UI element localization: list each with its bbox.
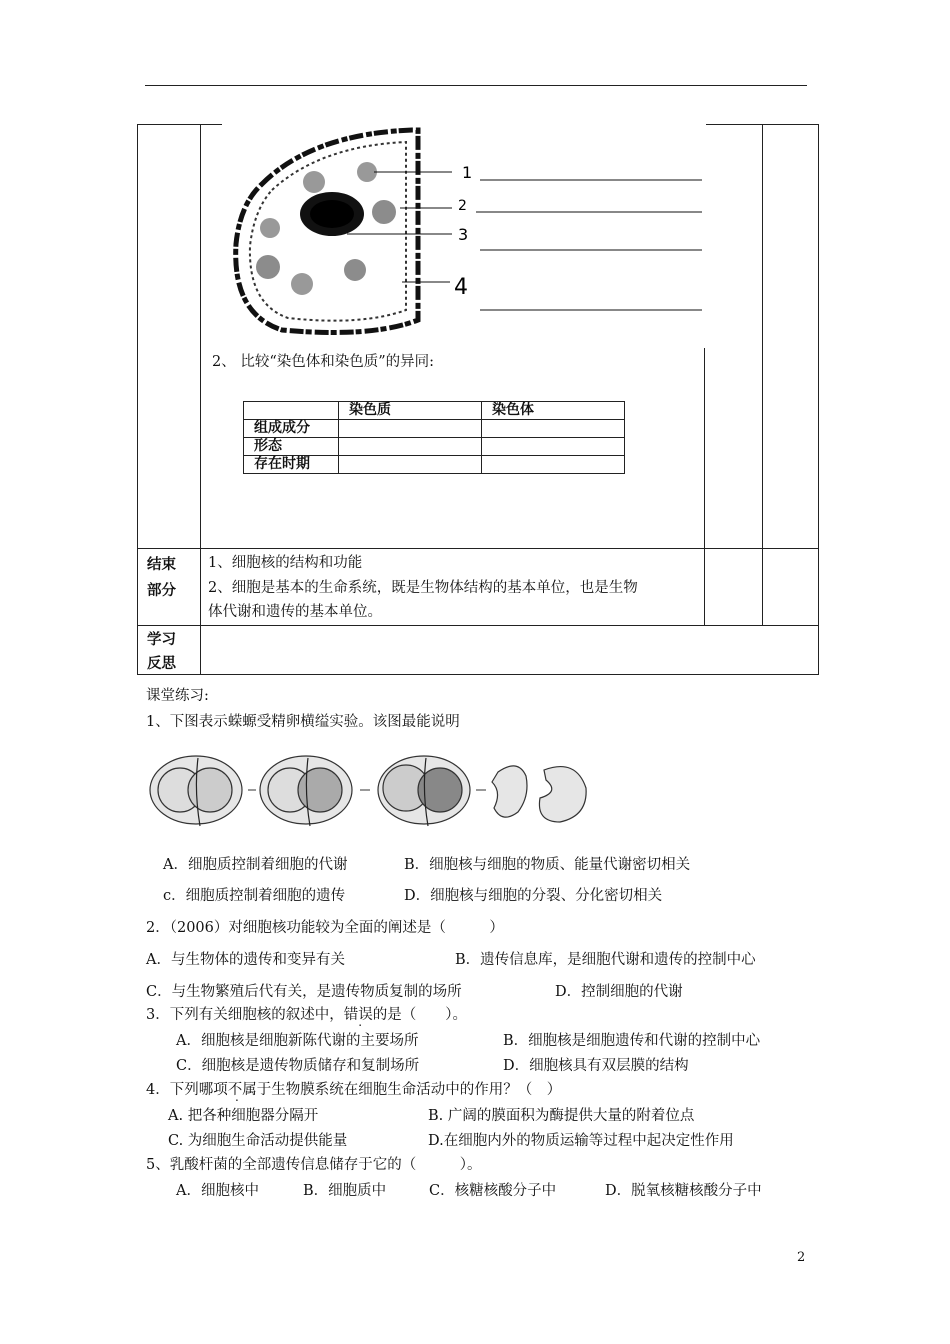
q2-option-b: B．遗传信息库，是细胞代谢和遗传的控制中心 [455, 952, 756, 968]
q1-option-d: D．细胞核与细胞的分裂、分化密切相关 [404, 888, 663, 904]
section-reflect-label-line2: 反思 [147, 656, 176, 672]
compare-row-label: 形态 [244, 438, 339, 456]
page-number: 2 [797, 1250, 806, 1265]
q3-stem-post: 的是（ ）。 [372, 1007, 467, 1023]
compare-cell[interactable] [339, 456, 482, 474]
q3-stem-pre: 3．下列有关细胞核的叙述中， [146, 1007, 344, 1023]
q1-option-c: c．细胞质控制着细胞的遗传 [163, 888, 346, 904]
q4-option-a: A. 把各种细胞器分隔开 [168, 1108, 319, 1124]
section-end-label-line1: 结束 [147, 557, 176, 573]
compare-cell[interactable] [482, 456, 625, 474]
diagram-label-3: 3 [458, 225, 469, 244]
compare-header-chromatin: 染色质 [339, 402, 482, 420]
q4-stem-pre: 4．下列哪项 [146, 1082, 228, 1098]
q1-stem: 1、下图表示蝾螈受精卵横缢实验。该图最能说明 [146, 714, 460, 730]
q1-option-a: A．细胞质控制着细胞的代谢 [163, 857, 348, 873]
end-line-3: 体代谢和遗传的基本单位。 [208, 604, 382, 620]
q4-option-d: D.在细胞内外的物质运输等过程中起决定性作用 [428, 1133, 734, 1149]
compare-cell[interactable] [339, 420, 482, 438]
q3-stem-emph: 错误 [343, 1007, 373, 1023]
q3-option-d: D．细胞核具有双层膜的结构 [503, 1058, 689, 1074]
diagram-label-4: 4 [454, 275, 468, 300]
q5-option-d: D．脱氧核糖核酸分子中 [605, 1183, 762, 1199]
q3-option-c: C．细胞核是遗传物质储存和复制场所 [176, 1058, 420, 1074]
compare-cell[interactable] [482, 420, 625, 438]
cell-structure-diagram [222, 124, 706, 348]
embryo-experiment-figure [146, 752, 592, 832]
q4-option-c: C. 为细胞生命活动提供能量 [168, 1133, 348, 1149]
end-line-2: 2、细胞是基本的生命系统，既是生物体结构的基本单位，也是生物 [208, 580, 638, 596]
compare-header-chromosome: 染色体 [482, 402, 625, 420]
q4-stem [146, 1080, 561, 1100]
q5-stem: 5、乳酸杆菌的全部遗传信息储存于它的（ ）。 [146, 1157, 482, 1173]
compare-row-label: 存在时期 [244, 456, 339, 474]
compare-header-blank [244, 402, 339, 420]
compare-cell[interactable] [339, 438, 482, 456]
section-end-label-line2: 部分 [147, 583, 176, 599]
q3-option-b: B．细胞核是细胞遗传和代谢的控制中心 [503, 1033, 761, 1049]
diagram-label-1: 1 [462, 163, 473, 182]
exercises-title: 课堂练习: [146, 688, 209, 704]
q5-option-c: C．核糖核酸分子中 [429, 1183, 557, 1199]
compare-cell[interactable] [482, 438, 625, 456]
q4-stem-post: 属于生物膜系统在细胞生命活动中的作用？（ ） [242, 1082, 562, 1098]
compare-prompt: 2、 比较“染色体和染色质”的异同: [212, 354, 435, 370]
q4-stem-emph: 不 [227, 1082, 243, 1098]
q3-option-a: A．细胞核是细胞新陈代谢的主要场所 [176, 1033, 419, 1049]
q2-option-c: C．与生物繁殖后代有关，是遗传物质复制的场所 [146, 984, 462, 1000]
section-reflect-label-line1: 学习 [147, 632, 176, 648]
q4-option-b: B. 广阔的膜面积为酶提供大量的附着位点 [428, 1108, 695, 1124]
header-rule [145, 85, 807, 86]
end-line-1: 1、细胞核的结构和功能 [208, 555, 363, 571]
q2-stem: 2．（2006）对细胞核功能较为全面的阐述是（ ） [146, 920, 504, 936]
q2-option-d: D．控制细胞的代谢 [555, 984, 683, 1000]
compare-row-label: 组成成分 [244, 420, 339, 438]
q5-option-a: A．细胞核中 [176, 1183, 259, 1199]
diagram-label-2: 2 [458, 198, 467, 214]
q3-stem [146, 1005, 467, 1025]
q2-option-a: A．与生物体的遗传和变异有关 [146, 952, 345, 968]
compare-table [243, 401, 625, 474]
q1-option-b: B．细胞核与细胞的物质、能量代谢密切相关 [404, 857, 691, 873]
q5-option-b: B．细胞质中 [303, 1183, 387, 1199]
